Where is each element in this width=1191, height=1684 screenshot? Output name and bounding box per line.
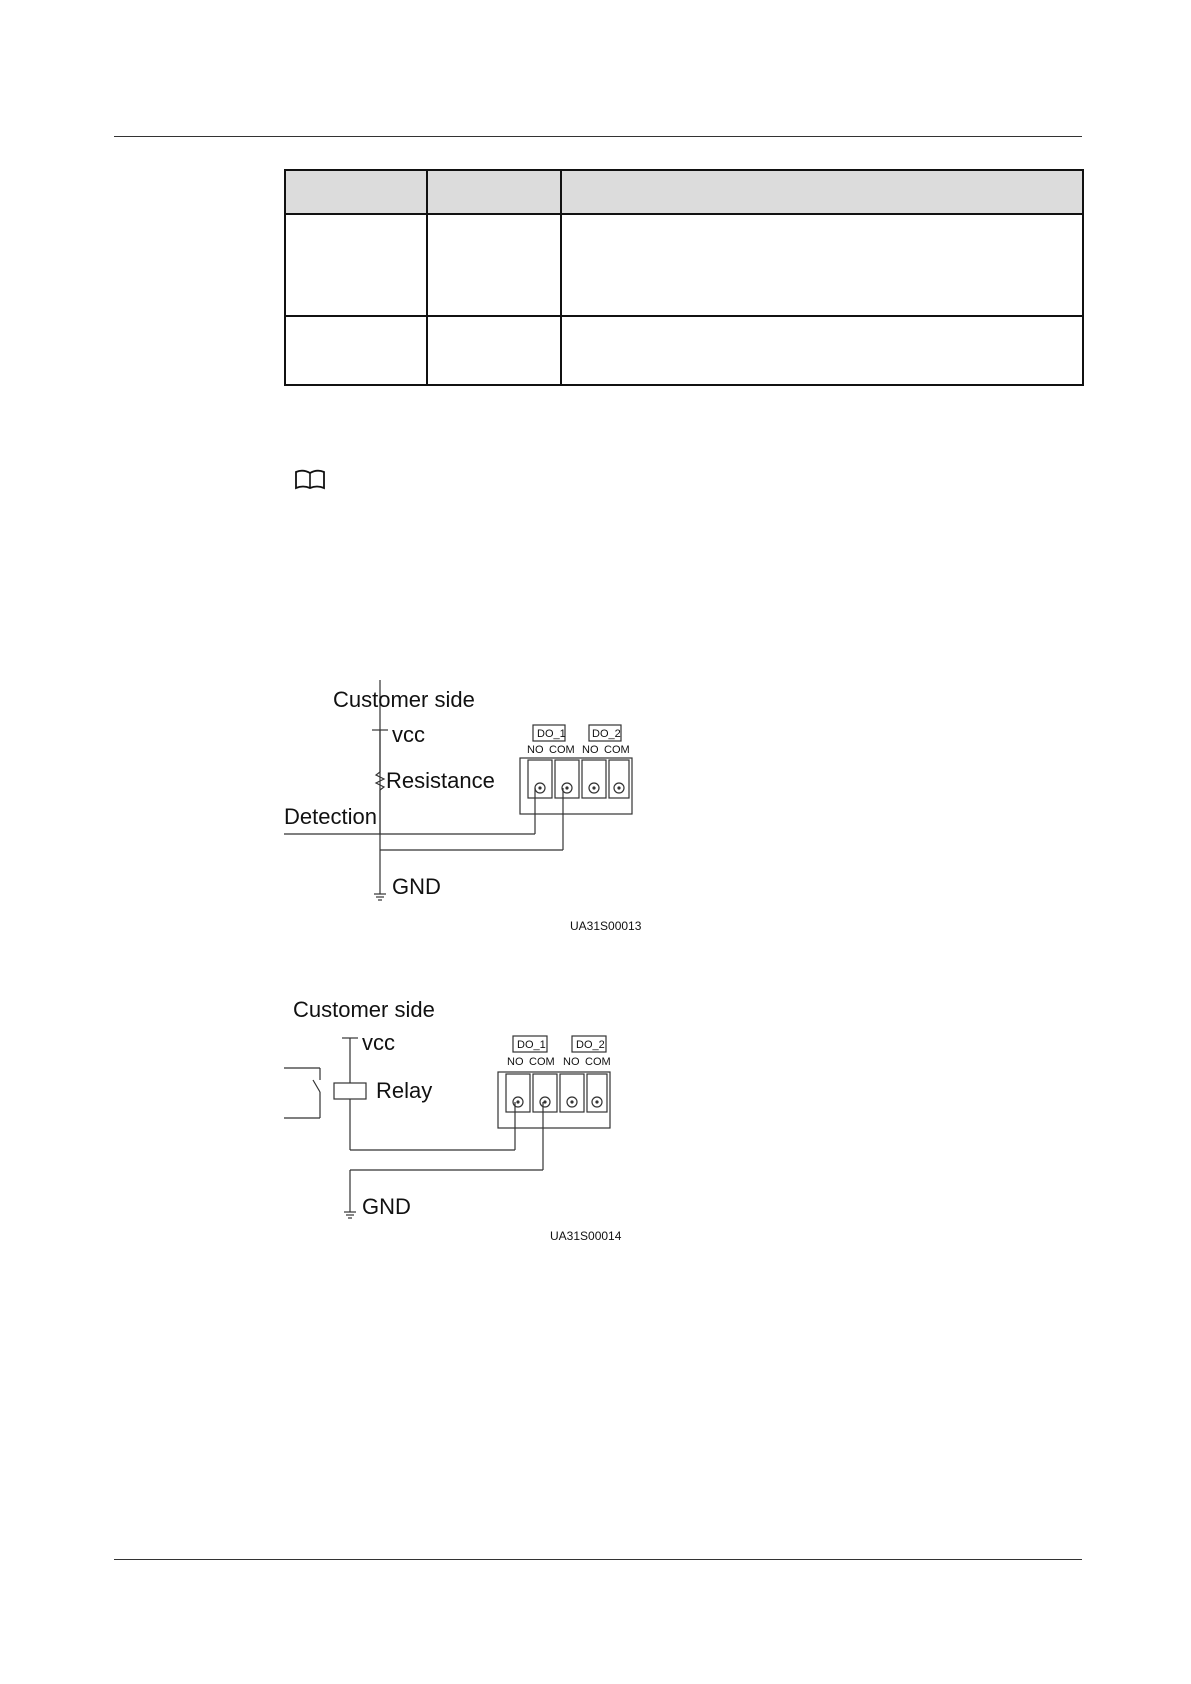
figure2-pin-label: COM [585, 1056, 611, 1068]
table-header-cell [285, 170, 427, 214]
table-row [285, 316, 1083, 385]
table-cell [561, 316, 1083, 385]
table-header-row [285, 170, 1083, 214]
wiring-diagram-relay [0, 990, 1191, 1250]
book-icon [294, 468, 326, 492]
figure1-port-do2: DO_2 [592, 728, 621, 740]
figure2-title: Customer side [293, 997, 435, 1022]
figure1-vcc-label: vcc [392, 722, 425, 747]
figure2-code: UA31S00014 [550, 1229, 622, 1243]
figure1-pin-label: COM [549, 744, 575, 756]
table-cell [285, 316, 427, 385]
footer-rule [114, 1559, 1082, 1560]
figure1-port-do1: DO_1 [537, 728, 566, 740]
figure1-pin-label: NO [582, 744, 599, 756]
figure2-relay-label: Relay [376, 1078, 433, 1103]
wiring-diagram-resistance [0, 680, 1191, 940]
figure2-pin-label: NO [507, 1056, 524, 1068]
figure2-pin-label: NO [563, 1056, 580, 1068]
header-rule [114, 136, 1082, 137]
table-header-cell [561, 170, 1083, 214]
table-cell [427, 316, 561, 385]
figure1-detection-label: Detection [284, 804, 377, 829]
table-header-cell [427, 170, 561, 214]
table-cell [285, 214, 427, 316]
figure1-pin-label: COM [604, 744, 630, 756]
figure2-port-do2: DO_2 [576, 1039, 605, 1051]
table-cell [561, 214, 1083, 316]
table-cell [427, 214, 561, 316]
figure1-title: Customer side [333, 687, 475, 712]
figure2-gnd-label: GND [362, 1194, 411, 1219]
spec-table [284, 169, 1084, 386]
table-row [285, 214, 1083, 316]
figure1-code: UA31S00013 [570, 919, 642, 933]
figure2-vcc-label: vcc [362, 1030, 395, 1055]
figure2-port-do1: DO_1 [517, 1039, 546, 1051]
figure2-pin-label: COM [529, 1056, 555, 1068]
figure1-resistance-label: Resistance [386, 768, 495, 793]
figure1-gnd-label: GND [392, 874, 441, 899]
figure1-pin-label: NO [527, 744, 544, 756]
